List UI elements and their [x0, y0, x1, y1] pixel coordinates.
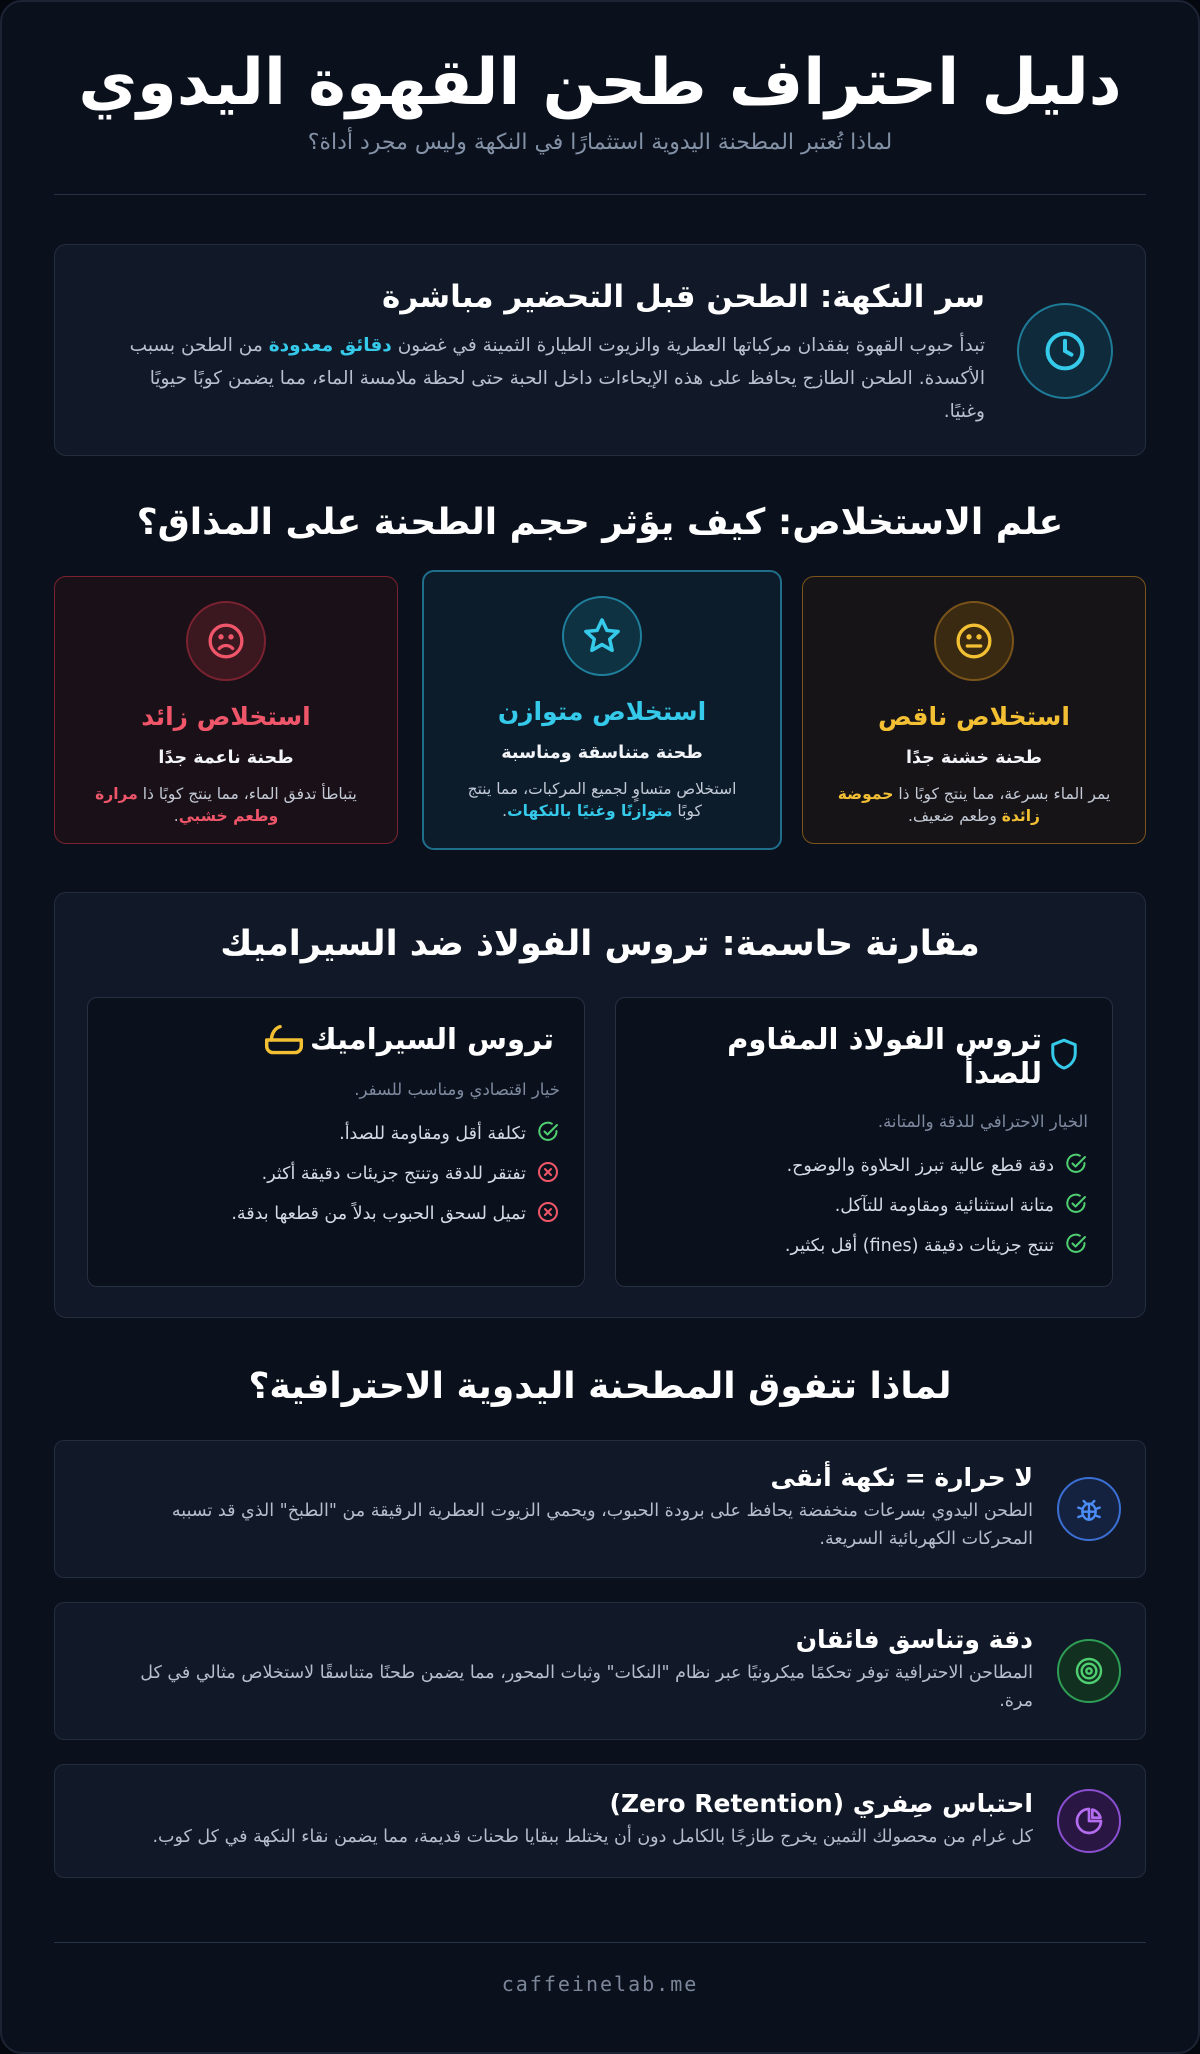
balanced-extraction-title: استخلاص متوازن — [497, 697, 707, 726]
check-icon — [1064, 1152, 1088, 1181]
list-item: تكلفة أقل ومقاومة للصدأ. — [112, 1114, 560, 1154]
pie-chart-icon — [1057, 1789, 1121, 1853]
comparison-card — [54, 892, 1146, 1318]
footer-divider — [54, 1942, 1146, 1943]
balanced-extraction-card — [422, 570, 782, 850]
bowl-icon — [262, 1020, 306, 1064]
bug-icon — [1057, 1477, 1121, 1541]
steel-burrs-title: تروس الفولاذ المقاوم للصدأ — [727, 1022, 1042, 1090]
advantage-title: احتباس صِفري (Zero Retention) — [609, 1789, 1033, 1818]
steel-burrs-column — [615, 997, 1113, 1287]
comparison-title: مقارنة حاسمة: تروس الفولاذ ضد السيراميك — [220, 924, 980, 964]
over-extraction-subtitle: طحنة ناعمة جدًا — [158, 748, 294, 768]
header-divider — [54, 194, 1146, 195]
ceramic-burrs-title: تروس السيراميك — [309, 1022, 554, 1056]
advantage-text — [115, 1787, 1033, 1851]
intro-card — [54, 244, 1146, 456]
intro-text — [115, 275, 985, 428]
under-extraction-title: استخلاص ناقص — [878, 702, 1070, 731]
advantage-body: كل غرام من محصولك الثمين يخرج طازجًا بالكامل دون أن يختلط ببقايا طحنات قديمة، مما يضمن نقاء النكهة في كل كوب. — [152, 1827, 1033, 1847]
balanced-extraction-desc: استخلاص متساوٍ لجميع المركبات، مما ينتج كوبًا متوازنًا وغنيًا بالنكهات. — [467, 780, 737, 820]
intro-title: سر النكهة: الطحن قبل التحضير مباشرة — [382, 279, 985, 315]
list-item: تميل لسحق الحبوب بدلاً من قطعها بدقة. — [112, 1194, 560, 1234]
list-item: متانة استثنائية ومقاومة للتآكل. — [640, 1186, 1088, 1226]
x-circle-icon — [536, 1160, 560, 1189]
steel-burrs-header — [646, 1022, 1082, 1090]
over-extraction-title: استخلاص زائد — [141, 702, 311, 731]
advantage-title: دقة وتناسق فائقان — [795, 1625, 1033, 1654]
sad-face-icon — [186, 601, 266, 681]
list-item: دقة قطع عالية تبرز الحلاوة والوضوح. — [640, 1146, 1088, 1186]
check-icon — [1064, 1232, 1088, 1261]
extraction-section-title: علم الاستخلاص: كيف يؤثر حجم الطحنة على المذاق؟ — [136, 502, 1064, 543]
header — [54, 42, 1146, 158]
ceramic-burrs-column — [87, 997, 585, 1287]
footer-site-url: caffeinelab.me — [501, 1972, 699, 1996]
advantage-precision — [54, 1602, 1146, 1740]
over-extraction-card — [54, 576, 398, 844]
ceramic-burrs-header — [118, 1022, 554, 1064]
advantage-zero-retention — [54, 1764, 1146, 1878]
target-icon — [1057, 1639, 1121, 1703]
under-extraction-subtitle: طحنة خشنة جدًا — [906, 748, 1042, 768]
advantages-section-title: لماذا تتفوق المطحنة اليدوية الاحترافية؟ — [248, 1366, 952, 1407]
ceramic-burrs-subtitle: خيار اقتصادي ومناسب للسفر. — [354, 1080, 560, 1099]
check-icon — [1064, 1192, 1088, 1221]
page-title: دليل احتراف طحن القهوة اليدوي — [78, 46, 1122, 120]
x-circle-icon — [536, 1200, 560, 1229]
clock-icon — [1017, 303, 1113, 399]
advantage-body: الطحن اليدوي بسرعات منخفضة يحافظ على برودة الحبوب، ويحمي الزيوت العطرية الرقيقة من "الطبخ" الذي قد تسببه المحركات الكهربائية السريعة. — [171, 1501, 1033, 1549]
over-extraction-desc: يتباطأ تدفق الماء، مما ينتج كوبًا ذا مرارة وطعم خشبي. — [95, 785, 357, 825]
neutral-face-icon — [934, 601, 1014, 681]
under-extraction-desc: يمر الماء بسرعة، مما ينتج كوبًا ذا حموضة زائدة وطعم ضعيف. — [837, 785, 1111, 825]
list-item: تنتج جزيئات دقيقة (fines) أقل بكثير. — [640, 1226, 1088, 1266]
balanced-extraction-subtitle: طحنة متناسقة ومناسبة — [501, 743, 703, 763]
star-icon — [562, 596, 642, 676]
steel-burrs-subtitle: الخيار الاحترافي للدقة والمتانة. — [877, 1112, 1088, 1131]
intro-body: تبدأ حبوب القهوة بفقدان مركباتها العطرية والزيوت الطيارة الثمينة في غضون دقائق معدودة من الطحن بسبب الأكسدة. الطحن الطازج يحافظ على هذه الإيحاءات داخل الحبة حتى لحظة ملامسة الماء، مما يضمن كوبًا حيويًا وغنيًا. — [129, 335, 985, 422]
advantage-text — [115, 1461, 1033, 1553]
check-icon — [536, 1120, 560, 1149]
shield-icon — [1046, 1036, 1082, 1076]
intro-highlight: دقائق معدودة — [268, 335, 392, 356]
under-extraction-card — [802, 576, 1146, 844]
advantage-body: المطاحن الاحترافية توفر تحكمًا ميكرونيًا عبر نظام "النكات" وثبات المحور، مما يضمن طحنًا متناسقًا لاستخلاص مثالي في كل مرة. — [140, 1663, 1033, 1711]
advantage-title: لا حرارة = نكهة أنقى — [770, 1463, 1033, 1492]
list-item: تفتقر للدقة وتنتج جزيئات دقيقة أكثر. — [112, 1154, 560, 1194]
page-subtitle: لماذا تُعتبر المطحنة اليدوية استثمارًا في النكهة وليس مجرد أداة؟ — [307, 130, 893, 155]
steel-burrs-list — [640, 1146, 1088, 1266]
advantage-no-heat — [54, 1440, 1146, 1578]
advantage-text — [115, 1623, 1033, 1715]
ceramic-burrs-list — [112, 1114, 560, 1234]
